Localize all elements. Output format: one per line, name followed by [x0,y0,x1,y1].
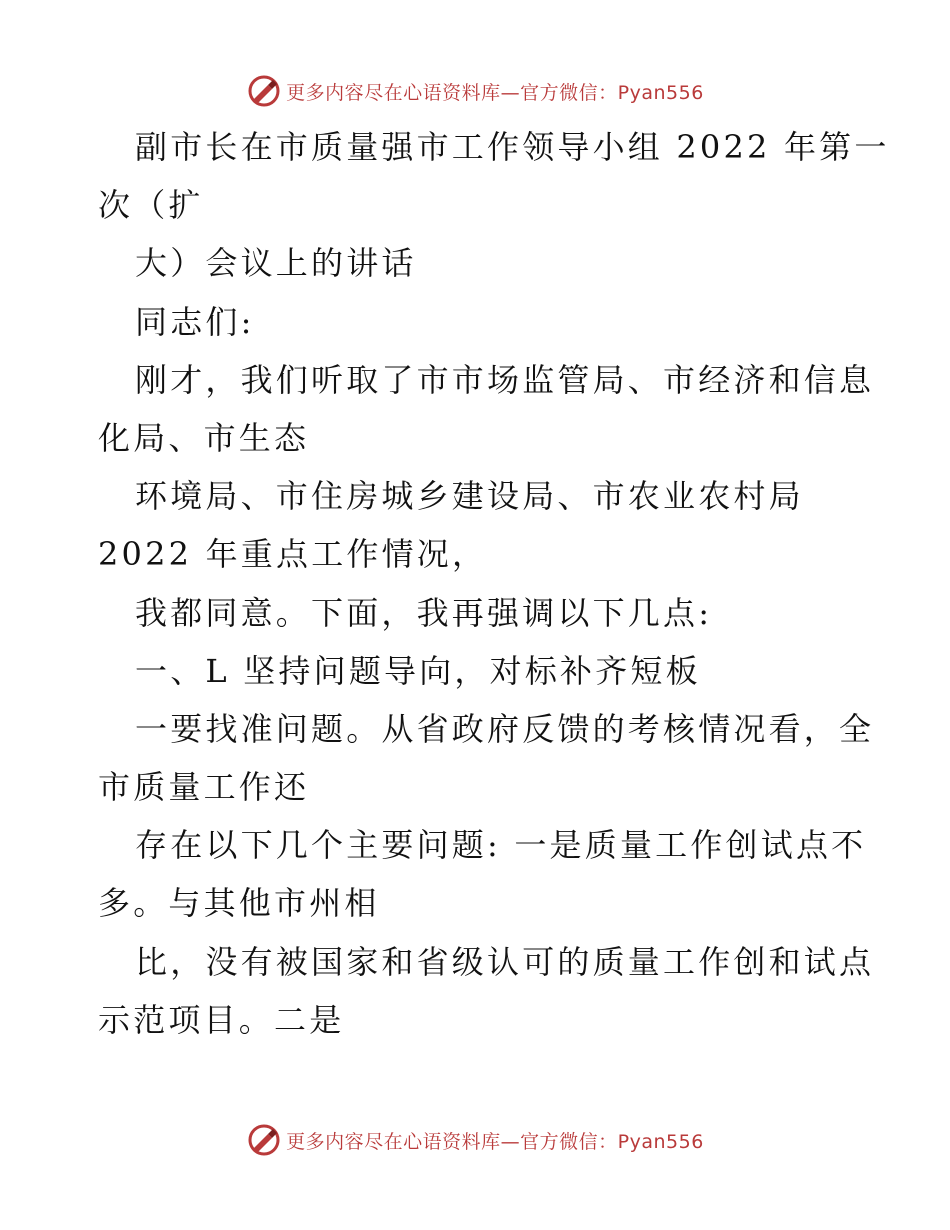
text-line: 环境局、市住房城乡建设局、市农业农村局 [135,477,804,516]
text-line: 一、L 坚持问题导向，对标补齐短板 [135,651,701,690]
header-watermark [0,71,950,111]
text-line: 多。与其他市州相 [98,884,380,923]
text-line: 比，没有被国家和省级认可的质量工作创和试点 [135,942,875,981]
text-line: 次（扩 [98,186,204,225]
document-body [98,118,890,1049]
pen-logo-icon [246,73,282,109]
text-line: 同志们: [135,302,255,341]
text-line: 市质量工作还 [98,768,310,807]
text-line: 示范项目。二是 [98,1000,345,1039]
footer-watermark [0,1120,950,1160]
text-line: 一要找准问题。从省政府反馈的考核情况看，全 [135,709,875,748]
pen-logo-icon [246,1122,282,1158]
text-line: 我都同意。下面，我再强调以下几点: [135,593,713,632]
text-line: 2022 年重点工作情况， [98,535,488,574]
text-line: 大）会议上的讲话 [135,244,417,283]
text-line: 化局、市生态 [98,418,310,457]
text-line: 存在以下几个主要问题: 一是质量工作创试点不 [135,826,867,865]
text-line: 刚才，我们听取了市市场监管局、市经济和信息 [135,360,875,399]
watermark-text: 更多内容尽在心语资料库—官方微信：Pyan556 [286,1130,704,1153]
watermark-text: 更多内容尽在心语资料库—官方微信：Pyan556 [286,81,704,104]
text-line: 副市长在市质量强市工作领导小组 2022 年第一 [135,128,890,166]
